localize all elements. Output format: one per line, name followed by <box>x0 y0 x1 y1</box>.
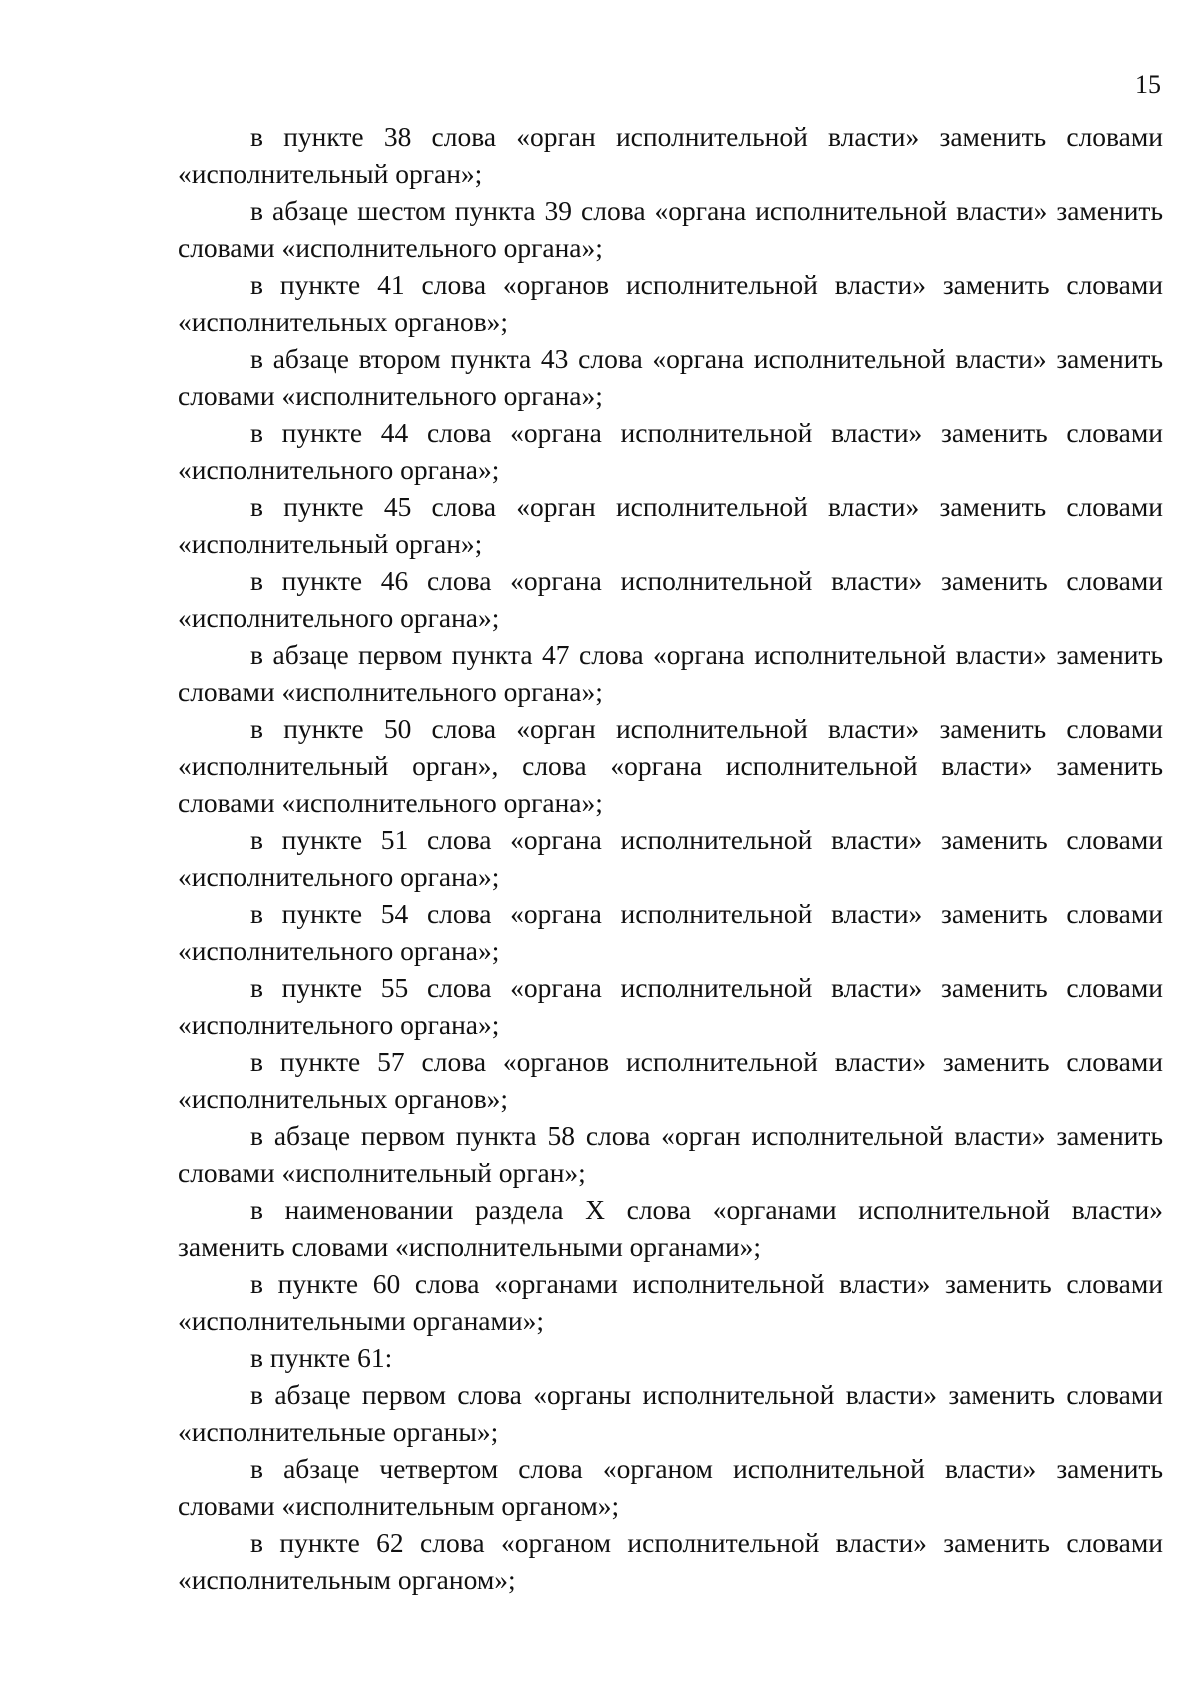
paragraph: в наименовании раздела X слова «органами исполнительной власти» заменить словами «исполнительными органами»; <box>178 1194 1163 1262</box>
paragraph: в абзаце первом пункта 58 слова «орган исполнительной власти» заменить словами «исполнительный орган»; <box>178 1120 1163 1188</box>
paragraph: в пункте 57 слова «органов исполнительной власти» заменить словами «исполнительных органов»; <box>178 1046 1163 1114</box>
paragraph: в пункте 55 слова «органа исполнительной власти» заменить словами «исполнительного органа»; <box>178 972 1163 1040</box>
paragraph: в пункте 54 слова «органа исполнительной власти» заменить словами «исполнительного органа»; <box>178 898 1163 966</box>
paragraph: в пункте 45 слова «орган исполнительной власти» заменить словами «исполнительный орган»; <box>178 491 1163 559</box>
paragraph: в пункте 62 слова «органом исполнительной власти» заменить словами «исполнительным органом»; <box>178 1527 1163 1595</box>
page-number: 15 <box>1135 70 1161 99</box>
paragraph: в пункте 50 слова «орган исполнительной власти» заменить словами «исполнительный орган», слова «органа исполнительной власти» заменить словами «исполнительного органа»; <box>178 713 1163 818</box>
paragraph: в абзаце первом пункта 47 слова «органа исполнительной власти» заменить словами «исполнительного органа»; <box>178 639 1163 707</box>
paragraph: в пункте 61: <box>250 1342 393 1373</box>
paragraph: в пункте 60 слова «органами исполнительной власти» заменить словами «исполнительными органами»; <box>178 1268 1163 1336</box>
paragraph: в абзаце первом слова «органы исполнительной власти» заменить словами «исполнительные органы»; <box>178 1379 1163 1447</box>
paragraph: в пункте 46 слова «органа исполнительной власти» заменить словами «исполнительного органа»; <box>178 565 1163 633</box>
paragraph: в пункте 41 слова «органов исполнительной власти» заменить словами «исполнительных органов»; <box>178 269 1163 337</box>
paragraph: в абзаце шестом пункта 39 слова «органа исполнительной власти» заменить словами «исполнительного органа»; <box>178 195 1163 263</box>
paragraph: в абзаце четвертом слова «органом исполнительной власти» заменить словами «исполнительным органом»; <box>178 1453 1163 1521</box>
paragraph: в пункте 38 слова «орган исполнительной власти» заменить словами «исполнительный орган»; <box>178 121 1163 189</box>
paragraph: в пункте 51 слова «органа исполнительной власти» заменить словами «исполнительного органа»; <box>178 824 1163 892</box>
paragraph: в пункте 44 слова «органа исполнительной власти» заменить словами «исполнительного органа»; <box>178 417 1163 485</box>
document-body <box>178 118 1163 1598</box>
paragraph: в абзаце втором пункта 43 слова «органа исполнительной власти» заменить словами «исполнительного органа»; <box>178 343 1163 411</box>
